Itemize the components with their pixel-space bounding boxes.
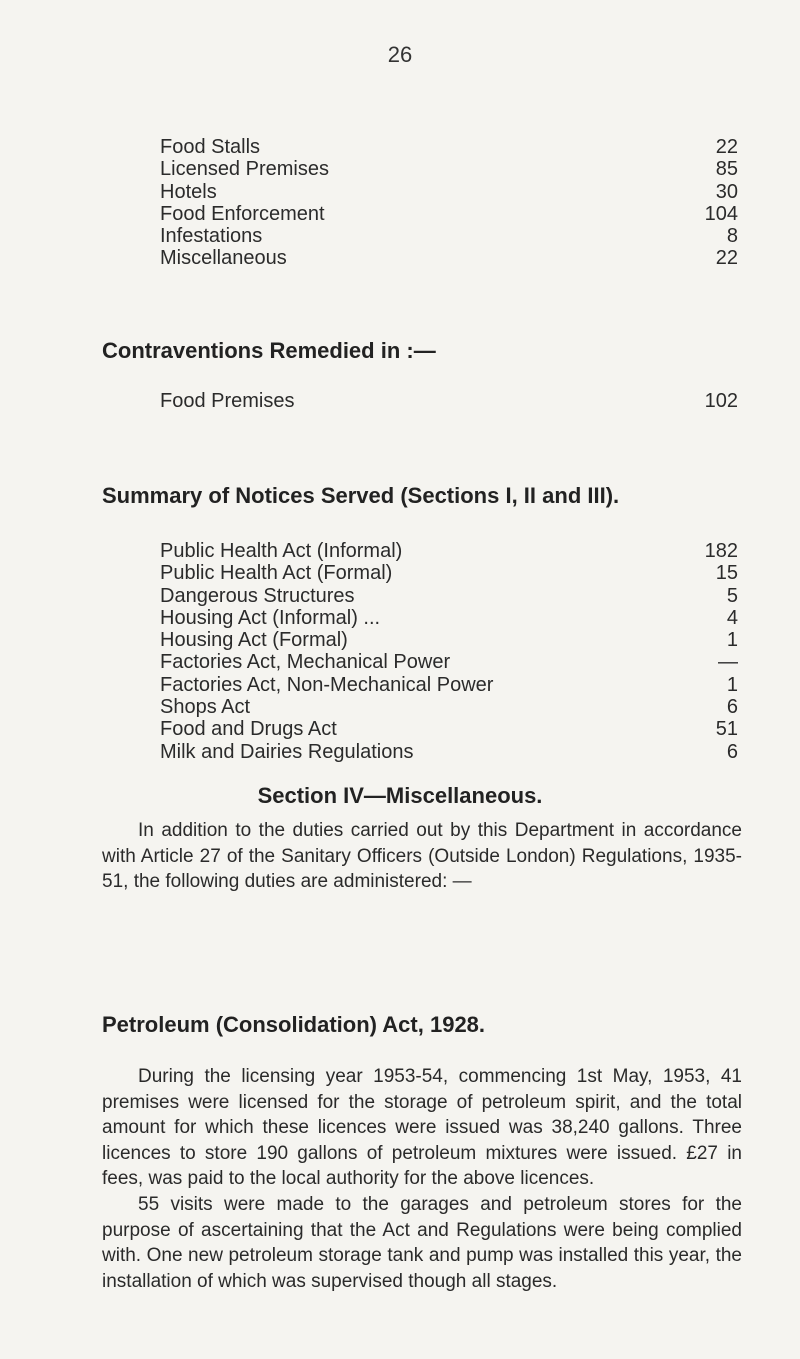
item-label: Infestations [160, 225, 263, 248]
paragraph: 55 visits were made to the garages and petroleum stores for the purpose of ascertaining that the Act and Regulations were being complied with. One new petroleum storage tank and pump was installed this year, the installation of which was supervised though all stages. [102, 1194, 742, 1292]
item-value: 182 [704, 540, 738, 562]
item-value: 22 [715, 136, 738, 158]
item-value: 30 [715, 180, 738, 203]
list-item [160, 674, 738, 696]
list-item [160, 585, 738, 607]
list-item [160, 225, 738, 247]
item-label: Dangerous Structures [160, 584, 355, 607]
item-label: Public Health Act (Formal) [160, 562, 393, 585]
inspections-list [160, 136, 738, 270]
item-value: 8 [726, 225, 738, 248]
item-label: Food Stalls [160, 136, 261, 158]
item-value: 6 [726, 696, 738, 719]
petroleum-paragraph-1 [102, 1064, 742, 1192]
list-item [160, 696, 738, 718]
item-label: Housing Act (Informal) ... [160, 606, 381, 629]
item-label: Hotels [160, 180, 217, 203]
item-label: Licensed Premises [160, 158, 329, 181]
list-item [160, 540, 738, 562]
item-value: 1 [726, 629, 738, 652]
petroleum-heading: Petroleum (Consolidation) Act, 1928. [102, 1012, 486, 1037]
item-label: Miscellaneous [160, 247, 287, 270]
list-item [160, 203, 738, 225]
item-label: Food Enforcement [160, 202, 325, 225]
notices-list [160, 540, 738, 763]
list-item [160, 181, 738, 203]
list-item [160, 390, 738, 412]
paragraph: In addition to the duties carried out by this Department in accordance with Article 27 of the Sanitary Officers (Outside London) Regulations, 1935-51, the following duties are administered: — [102, 820, 742, 892]
item-value: 51 [715, 718, 738, 741]
item-label: Food Premises [160, 390, 295, 412]
item-value: 6 [726, 740, 738, 763]
item-value: 4 [726, 606, 738, 629]
section4-intro [102, 818, 742, 895]
item-label: Housing Act (Formal) [160, 629, 348, 652]
list-item [160, 562, 738, 584]
list-item [160, 607, 738, 629]
item-value: 5 [726, 584, 738, 607]
list-item [160, 247, 738, 269]
item-value: 85 [715, 158, 738, 181]
item-value: 22 [715, 247, 738, 270]
list-item [160, 629, 738, 651]
item-label: Food and Drugs Act [160, 718, 337, 741]
contraventions-list [160, 390, 738, 412]
petroleum-paragraph-2 [102, 1192, 742, 1294]
item-label: Factories Act, Non-Mechanical Power [160, 673, 494, 696]
item-label: Factories Act, Mechanical Power [160, 651, 451, 674]
item-value: 1 [726, 673, 738, 696]
list-item [160, 158, 738, 180]
item-label: Public Health Act (Informal) [160, 540, 403, 562]
paragraph: During the licensing year 1953-54, commencing 1st May, 1953, 41 premises were licensed for the storage of petroleum spirit, and the total amount for which these licences were issued was 38,240 gallons. Three licences to store 190 gallons of petroleum mixtures were issued. £27 in fees, was paid to the local authority for the above licences. [102, 1066, 742, 1189]
item-value: — [718, 651, 738, 674]
list-item [160, 741, 738, 763]
item-label: Shops Act [160, 696, 251, 719]
contraventions-heading: Contraventions Remedied in :— [102, 338, 436, 363]
item-label: Milk and Dairies Regulations [160, 740, 414, 763]
page-number: 26 [387, 42, 413, 67]
item-value: 102 [704, 390, 738, 412]
list-item [160, 651, 738, 673]
list-item [160, 136, 738, 158]
section4-heading: Section IV—Miscellaneous. [257, 783, 543, 808]
item-value: 104 [704, 202, 738, 225]
notices-heading: Summary of Notices Served (Sections I, II and III). [102, 483, 620, 508]
list-item [160, 718, 738, 740]
item-value: 15 [715, 562, 738, 585]
